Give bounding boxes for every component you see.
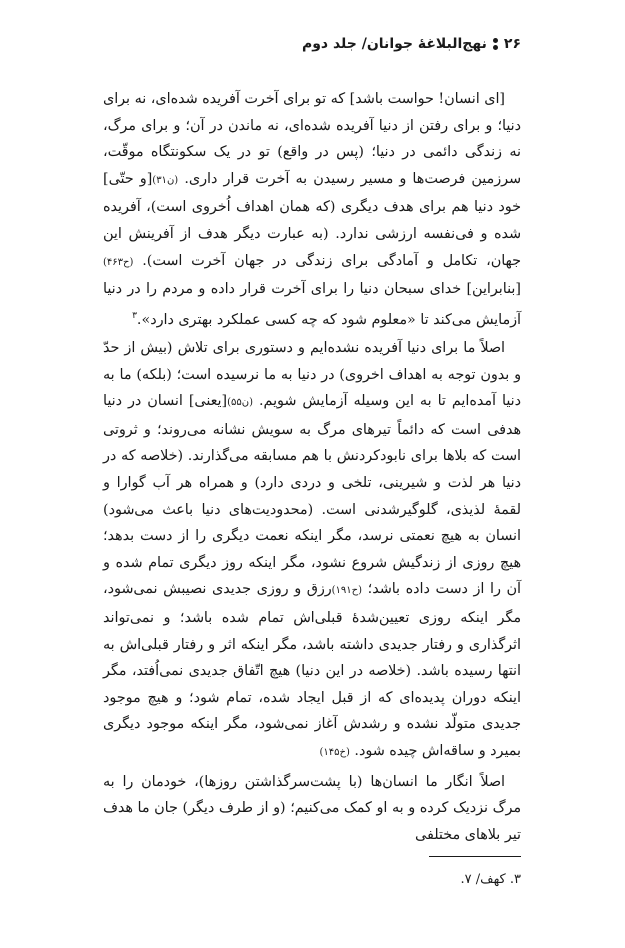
body-text xyxy=(103,86,521,848)
text-segment: اصلاً انگار ما انسان‌ها (با پشت‌سرگذاشتن روزها)، خودمان را به مرگ نزدیک کرده و به او کمک می‌کنیم؛ (و از طرف دیگر) جان ما هدف تیر بلاهای مختلفی xyxy=(103,773,521,843)
footnote-divider xyxy=(429,856,521,857)
text-segment: رزق و روزی جدیدی نصیبش نمی‌شود، مگر اینکه روزی تعیین‌شدهٔ قبلی‌اش تمام شده باشد؛ و نمی‌تواند اثرگذاری و رفتار جدیدی داشته باشد، مگر اینکه اثر و رفتار قبلی‌اش به انتها رسیده باشد. (خلاصه در این دنیا) هیچ اتّفاق جدیدی نمی‌اُفتد، مگر اینکه دوران پدیده‌ای که از قبل ایجاد شده، تمام شود؛ و هیچ موجود جدیدی متولّد نشده و رشدش آغاز نمی‌شود، مگر اینکه موجود دیگری بمیرد و ساقه‌اش چیده شود. xyxy=(103,581,521,760)
paragraph xyxy=(103,335,521,767)
source-reference: (ح۴۶۳) xyxy=(103,256,134,268)
paragraph xyxy=(103,769,521,849)
footnote-marker: ۳ xyxy=(132,310,137,321)
running-title: نهج‌البلاغهٔ جوانان/ جلد دوم xyxy=(301,36,487,52)
source-reference: (ح۱۹۱) xyxy=(331,585,363,597)
source-reference: (ن۳۱) xyxy=(152,174,179,186)
text-segment: [یعنی] انسان در دنیا هدفی است که دائماً تیرهای مرگ به سویش نشانه می‌روند؛ و ثروتی است که بلاها برای نابودکردنش با هم مسابقه می‌گذارند. (خلاصه که در دنیا هر لذت و شیرینی، تلخی و دردی دارد) و همراه هر آب گوارا و لقمهٔ لذیذی، گلوگیرشدنی است. (محدودیت‌های دنیا باعث می‌شود) انسان به هیچ نعمتی نرسد، مگر اینکه نعمت دیگری را از دست بدهد؛ هیچ روزی از زندگیش شروع نشود، مگر اینکه روز دیگری تمام شده و آن را از دست داده باشد؛ xyxy=(103,393,522,598)
source-reference: (ن۵۵) xyxy=(227,397,254,409)
text-segment: اصلاً ما برای دنیا آفریده نشده‌ایم و دستوری برای تلاش (بیش از حدّ و بدون توجه به اهداف اخروی) در دنیا به ما نرسیده است؛ (بلکه) ما به دنیا آمده‌ایم تا به این وسیله آزمایش شویم. xyxy=(103,340,522,410)
page-number: ۲۶ xyxy=(503,36,521,52)
footnote: ۳. کهف/ ۷. xyxy=(460,872,521,887)
page-header xyxy=(302,36,521,52)
paragraph xyxy=(103,86,521,333)
source-reference: (خ۱۴۵) xyxy=(319,747,350,759)
text-segment: [بنابراین] خدای سبحان دنیا را برای آخرت قرار داده و مردم را در دنیا آزمایش می‌کند تا «معلوم شود که چه کسی عملکرد بهتری دارد». xyxy=(103,281,521,328)
text-segment: [ای انسان! حواست باشد] که تو برای آخرت آفریده شده‌ای، نه برای دنیا؛ و برای رفتن از دنیا آفریده شده‌ای، نه ماندن در آن؛ و برای مرگ، نه زندگی دائمی در دنیا؛ (پس در واقع) تو در یک سکونتگاه موقّت، سرزمین فرصت‌ها و مسیر رسیدن به آخرت قرار داری. xyxy=(103,91,521,187)
header-separator-icon xyxy=(493,38,498,50)
text-segment: [و حتّی] خود دنیا هم برای هدف دیگری (که همان اهداف اُخروی است)، آفریده شده و فی‌نفسه ارزشی ندارد. (به عبارت دیگر هدف از آفرینش این جهان، تکامل و آمادگی برای زندگی در جهان آخرت است). xyxy=(103,170,521,269)
